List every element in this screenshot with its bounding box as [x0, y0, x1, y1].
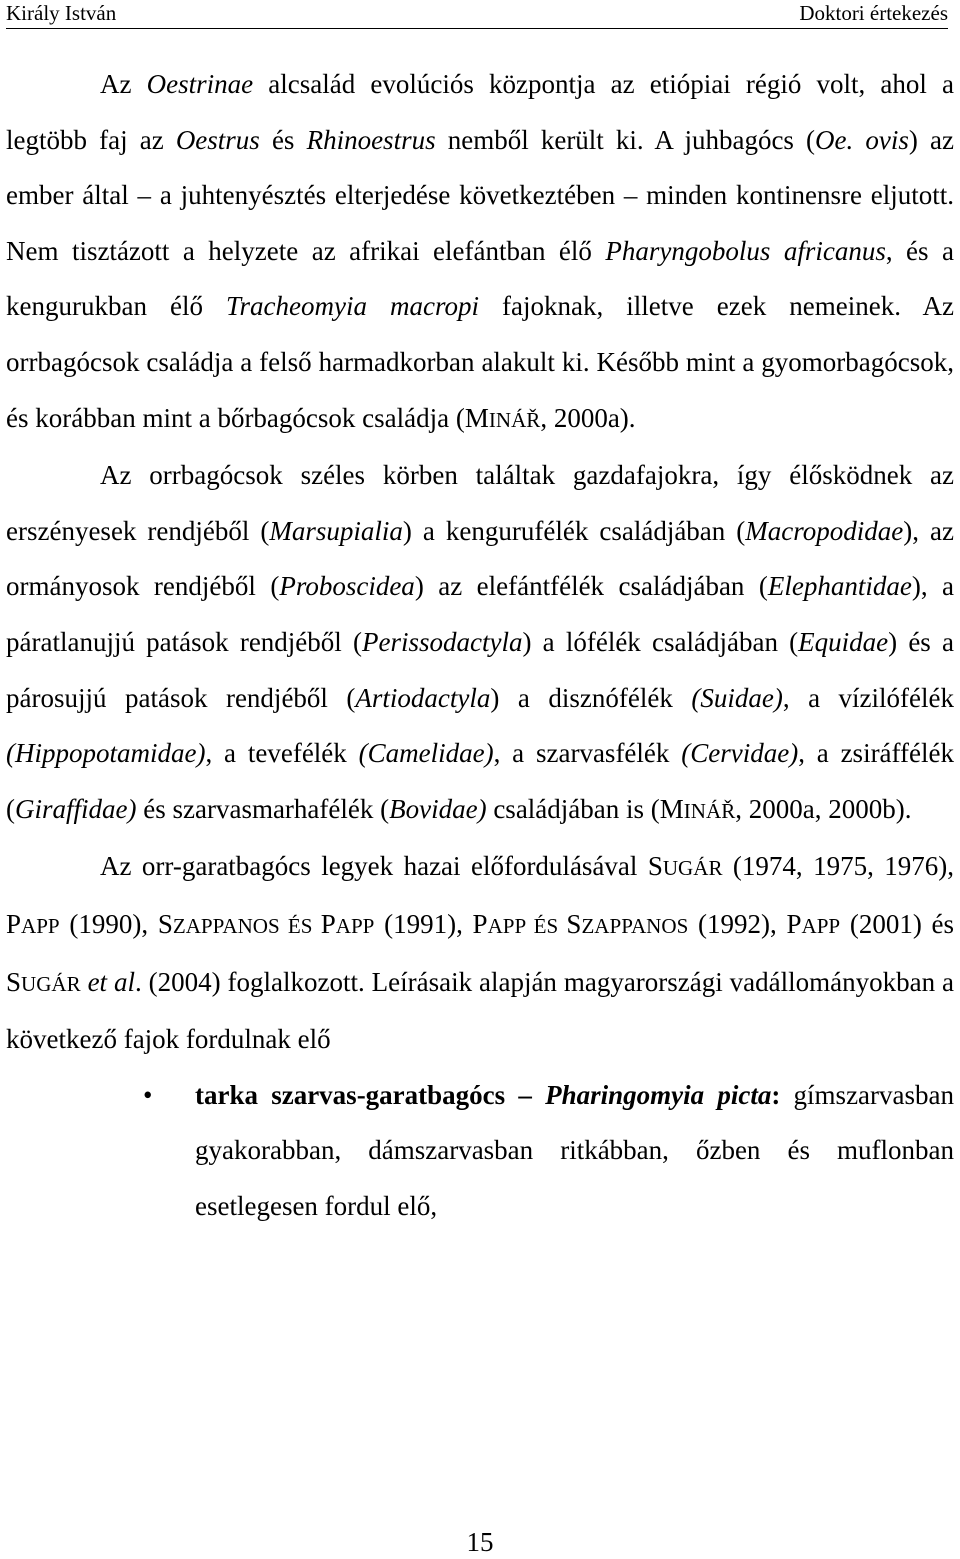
species-latin-name: Pharingomyia picta	[545, 1079, 772, 1110]
text-run: , a zsiráffélék (	[6, 738, 955, 824]
text-run: ), az ormányosok rendjéből (	[6, 515, 954, 602]
taxon-name: Giraffidae)	[15, 793, 137, 824]
taxon-name: Marsupialia	[269, 515, 403, 546]
author-citation: INÁŘ	[683, 798, 736, 823]
taxon-name: Macropodidae	[745, 515, 904, 546]
taxon-name: Oestrinae	[146, 69, 254, 99]
author-citation: APP	[335, 913, 375, 938]
text-run: és	[259, 124, 307, 155]
author-citation: P	[472, 908, 488, 939]
taxon-name: Rhinoestrus	[306, 124, 436, 155]
taxon-name: Elephantidae	[767, 571, 912, 602]
taxon-name: Perissodactyla	[361, 626, 523, 657]
author-citation: APP	[801, 913, 841, 938]
species-colon: :	[771, 1079, 781, 1110]
taxon-name: Proboscidea	[279, 571, 415, 602]
text-run: (1990),	[59, 908, 158, 939]
author-citation: UGÁR	[21, 971, 81, 996]
page-header	[6, 0, 948, 29]
text-run: ) a kengurufélék családjában (	[402, 515, 746, 546]
text-run: ) az ember által – a juhtenyésztés elterjedése következtében – minden kontinensre eljutott. Nem tisztázott a helyzete az afrikai elefántban élő	[6, 124, 954, 266]
text-run: Az orr-garatbagócs legyek hazai előfordulásával	[100, 851, 648, 882]
paragraph-evolution	[6, 57, 954, 448]
paragraph-hungarian-occurrence	[6, 839, 954, 1067]
author-citation: INÁŘ	[488, 407, 541, 432]
text-run: . (2004) foglalkozott. Leírásaik alapján magyarországi vadállományokban a következő fajok fordulnak elő	[6, 966, 954, 1055]
taxon-name: Pharyngobolus africanus	[605, 235, 886, 266]
taxon-name: (Suidae)	[691, 682, 783, 713]
taxon-name: Oestrus	[175, 124, 260, 155]
text-run: ) és a párosujjú patások rendjéből (	[6, 626, 954, 713]
page-number: 15	[466, 1527, 494, 1557]
text-run: , 2000a).	[540, 402, 636, 433]
text-run: (1991),	[374, 908, 473, 939]
text-run: (1974, 1975, 1976),	[722, 851, 955, 882]
author-citation: APP	[21, 913, 60, 938]
text-run: (1992),	[688, 908, 787, 939]
author-citation: ZAPPANOS ÉS	[172, 913, 321, 938]
text-run: ) az elefántfélék családjában (	[414, 571, 768, 602]
taxon-name: (Camelidae)	[358, 738, 494, 769]
text-run: , a vízilófélék	[782, 682, 954, 713]
page-body	[6, 57, 954, 1234]
text-run: , a szarvasfélék	[493, 738, 682, 769]
text-run: (2001) és	[840, 908, 955, 939]
text-run: ) a disznófélék	[490, 682, 692, 713]
header-author: Király István	[6, 1, 117, 25]
author-citation: S	[157, 908, 173, 939]
species-common-name: tarka szarvas-garatbagócs –	[195, 1079, 546, 1110]
taxon-name: Oe. ovis	[815, 124, 909, 155]
author-citation: APP ÉS	[487, 913, 567, 938]
species-description: gímszarvasban gyakorabban, dámszarvasban ritkábban, őzben és muflonban esetlegesen fordul elő,	[195, 1079, 955, 1221]
author-citation: M	[659, 793, 684, 824]
text-run: Az	[100, 69, 147, 99]
taxon-name: Equidae	[798, 626, 889, 657]
text-run	[81, 967, 88, 997]
taxon-name: Artiodactyla	[355, 682, 491, 713]
author-citation: P	[320, 908, 336, 939]
text-run: Az orrbagócsok széles körben találtak gazdafajokra, így élősködnek az erszényesek rendjéből (	[6, 460, 954, 546]
taxon-name: (Hippopotamidae)	[6, 738, 206, 769]
text-run: és szarvasmarhafélék (	[136, 793, 390, 824]
taxon-name: Bovidae)	[389, 793, 487, 824]
text-run: nemből került ki. A juhbagócs (	[435, 124, 816, 155]
species-list	[6, 1068, 954, 1235]
paragraph-hosts	[6, 448, 954, 839]
taxon-name: (Cervidae)	[681, 738, 799, 769]
author-citation: S	[6, 966, 22, 997]
text-run: ), a páratlanujjú patások rendjéből (	[6, 571, 954, 657]
taxon-name: Tracheomyia macropi	[226, 291, 480, 322]
text-run: , a tevefélék	[205, 738, 359, 769]
author-citation: S	[647, 851, 663, 882]
author-citation: M	[464, 402, 489, 433]
text-run: ) a lófélék családjában (	[522, 626, 799, 657]
et-al: et al	[87, 966, 135, 997]
author-citation: UGÁR	[662, 856, 723, 881]
list-item	[6, 1068, 954, 1235]
author-citation: P	[6, 908, 22, 939]
author-citation: S	[566, 908, 582, 939]
text-run: alcsalád evolúciós központja az etiópiai régió volt, ahol a legtöbb faj az	[6, 69, 954, 155]
text-run: fajoknak, illetve ezek nemeinek. Az orrbagócsok családja a felső harmadkorban alakult ki. Később mint a gyomorbagócsok, és korábban mint a bőrbagócsok családja (	[6, 291, 954, 433]
author-citation: P	[786, 908, 802, 939]
author-citation: ZAPPANOS	[581, 913, 689, 938]
bullet-icon: •	[143, 1079, 153, 1110]
header-document-type: Doktori értekezés	[799, 1, 948, 25]
text-run: , 2000a, 2000b).	[735, 793, 912, 824]
text-run: , és a kengurukban élő	[6, 235, 954, 322]
text-run: családjában is (	[486, 793, 660, 824]
